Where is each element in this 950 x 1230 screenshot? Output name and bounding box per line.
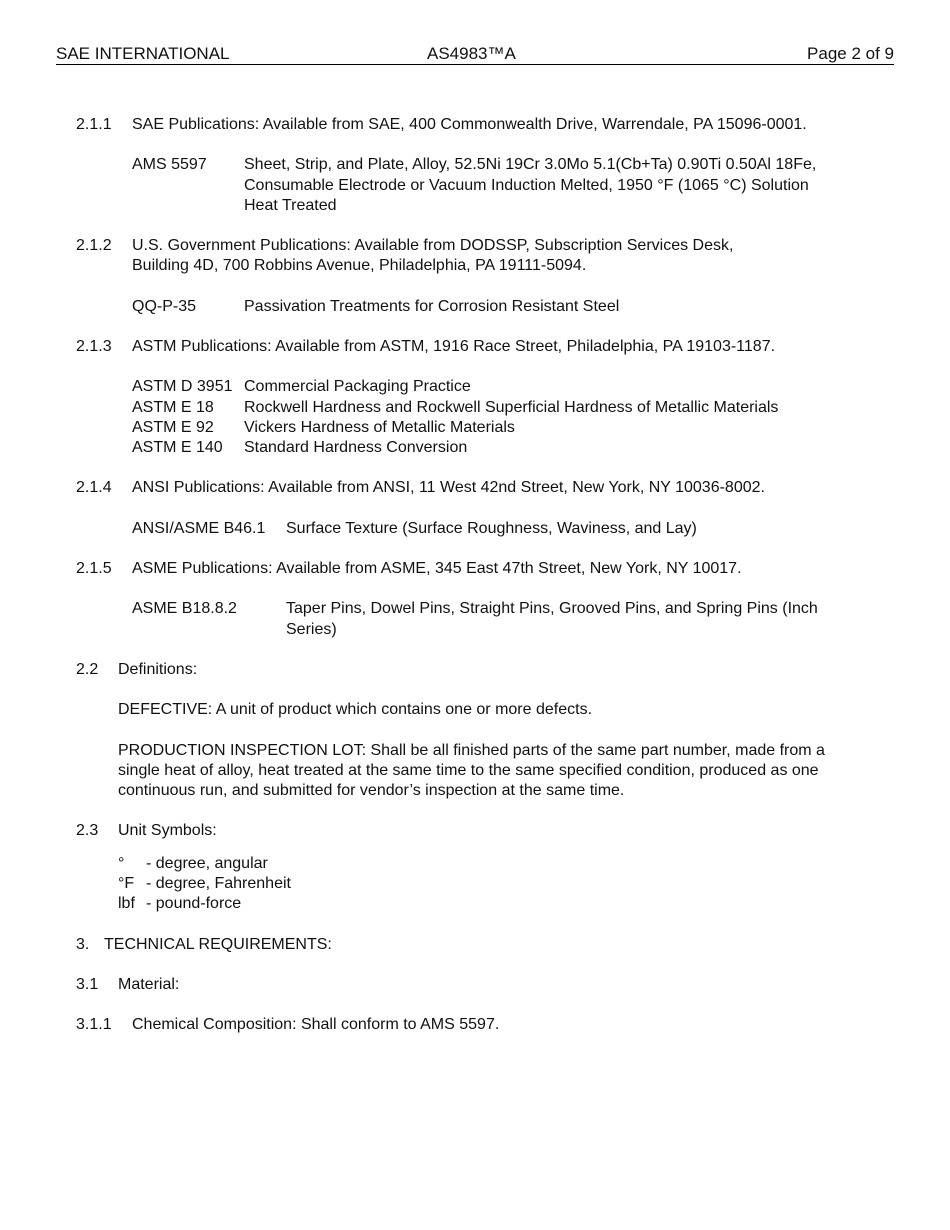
unit-description: - degree, angular bbox=[146, 855, 268, 872]
unit-symbol: lbf bbox=[118, 895, 135, 912]
reference-title: Commercial Packaging Practice bbox=[244, 378, 471, 395]
reference-code: AMS 5597 bbox=[132, 156, 207, 173]
reference-code: ANSI/ASME B46.1 bbox=[132, 520, 266, 537]
reference-title-line: Sheet, Strip, and Plate, Alloy, 52.5Ni 19Cr 3.0Mo 5.1(Cb+Ta) 0.90Ti 0.50Al 18Fe, bbox=[244, 156, 817, 173]
reference-title: Standard Hardness Conversion bbox=[244, 439, 468, 456]
reference-title: Passivation Treatments for Corrosion Resistant Steel bbox=[244, 298, 620, 315]
reference-title-line: Taper Pins, Dowel Pins, Straight Pins, Grooved Pins, and Spring Pins (Inch bbox=[286, 600, 818, 617]
section-number: 2.1.3 bbox=[76, 338, 112, 355]
definition-defective: DEFECTIVE: A unit of product which contains one or more defects. bbox=[118, 701, 593, 718]
reference-code: QQ-P-35 bbox=[132, 298, 197, 315]
section-text-line: U.S. Government Publications: Available from DODSSP, Subscription Services Desk, bbox=[132, 237, 734, 254]
unit-symbol: °F bbox=[118, 875, 135, 892]
section-text: SAE Publications: Available from SAE, 400 Commonwealth Drive, Warrendale, PA 15096-0001. bbox=[132, 116, 807, 133]
definition-line: single heat of alloy, heat treated at the same time to the same specified condition, produced as one bbox=[118, 762, 819, 779]
reference-title: Rockwell Hardness and Rockwell Superficial Hardness of Metallic Materials bbox=[244, 399, 779, 416]
reference-title-line: Series) bbox=[286, 621, 337, 638]
reference-title-line: Heat Treated bbox=[244, 197, 337, 214]
section-title: Definitions: bbox=[118, 661, 198, 678]
reference-code: ASME B18.8.2 bbox=[132, 600, 237, 617]
unit-description: - pound-force bbox=[146, 895, 242, 912]
section-number: 2.1.5 bbox=[76, 560, 112, 577]
unit-symbol: ° bbox=[118, 855, 125, 872]
section-title: Material: bbox=[118, 976, 180, 993]
definition-line: PRODUCTION INSPECTION LOT: Shall be all finished parts of the same part number, made from a bbox=[118, 742, 825, 759]
section-number: 2.2 bbox=[76, 661, 99, 678]
section-number: 3. bbox=[76, 936, 90, 953]
definition-line: continuous run, and submitted for vendor’s inspection at the same time. bbox=[118, 782, 625, 799]
header-document-number: AS4983™A bbox=[427, 44, 516, 63]
header-page-number: Page 2 of 9 bbox=[807, 44, 894, 63]
header-organization: SAE INTERNATIONAL bbox=[56, 44, 230, 63]
section-text: Chemical Composition: Shall conform to AMS 5597. bbox=[132, 1016, 500, 1033]
section-number: 2.3 bbox=[76, 822, 99, 839]
reference-title: Vickers Hardness of Metallic Materials bbox=[244, 419, 515, 436]
section-number: 3.1 bbox=[76, 976, 99, 993]
page-header bbox=[56, 45, 894, 65]
section-text-line: Building 4D, 700 Robbins Avenue, Philadelphia, PA 19111-5094. bbox=[132, 257, 587, 274]
section-number: 3.1.1 bbox=[76, 1016, 112, 1033]
unit-description: - degree, Fahrenheit bbox=[146, 875, 291, 892]
section-number: 2.1.1 bbox=[76, 116, 112, 133]
reference-title: Surface Texture (Surface Roughness, Waviness, and Lay) bbox=[286, 520, 697, 537]
section-text: ASME Publications: Available from ASME, 345 East 47th Street, New York, NY 10017. bbox=[132, 560, 742, 577]
section-text: ASTM Publications: Available from ASTM, 1916 Race Street, Philadelphia, PA 19103-1187. bbox=[132, 338, 776, 355]
reference-code: ASTM D 3951 bbox=[132, 378, 233, 395]
reference-title-line: Consumable Electrode or Vacuum Induction Melted, 1950 °F (1065 °C) Solution bbox=[244, 177, 809, 194]
section-title: Unit Symbols: bbox=[118, 822, 217, 839]
reference-code: ASTM E 18 bbox=[132, 399, 214, 416]
reference-code: ASTM E 92 bbox=[132, 419, 214, 436]
reference-code: ASTM E 140 bbox=[132, 439, 223, 456]
section-title: TECHNICAL REQUIREMENTS: bbox=[104, 936, 332, 953]
section-number: 2.1.2 bbox=[76, 237, 112, 254]
section-number: 2.1.4 bbox=[76, 479, 112, 496]
section-text: ANSI Publications: Available from ANSI, 11 West 42nd Street, New York, NY 10036-8002. bbox=[132, 479, 765, 496]
